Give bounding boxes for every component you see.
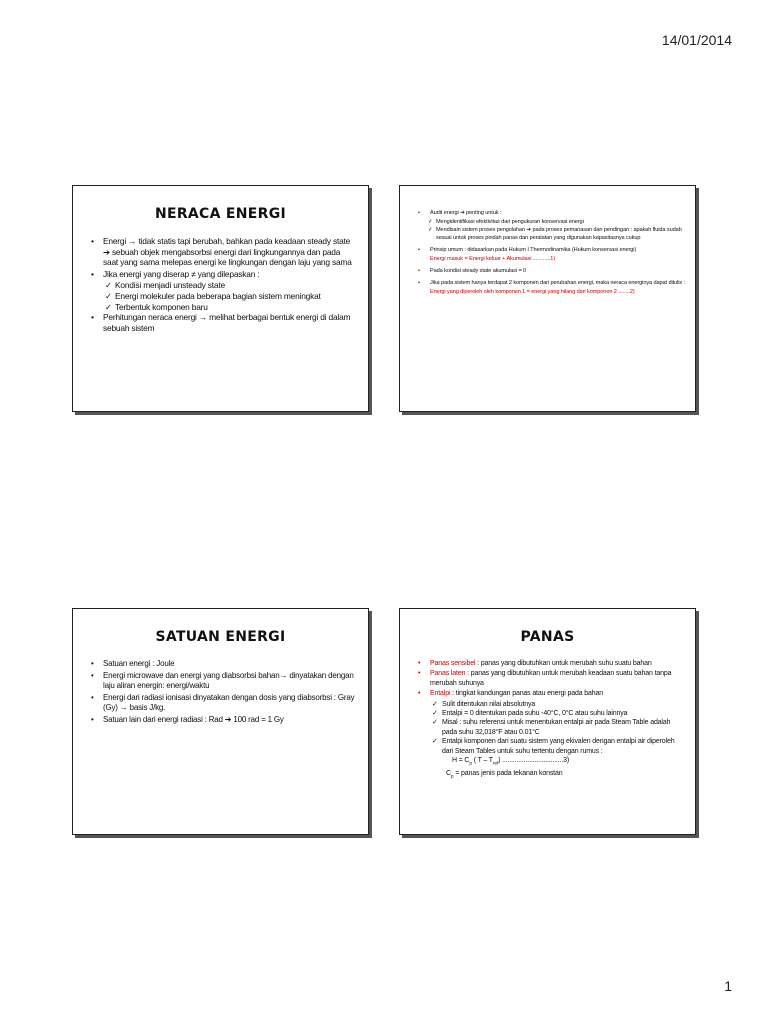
bullet-list	[73, 236, 368, 333]
check-item: ✓ Terbentuk komponen baru	[95, 302, 356, 313]
list-item: • Jika energi yang diserap ≠ yang dilepaskan :	[91, 269, 356, 280]
list-item: • Satuan lain dari energi radiasi : Rad ➔ 100 rad = 1 Gy	[91, 715, 356, 726]
list-item	[418, 669, 685, 688]
slide-panas	[399, 608, 696, 835]
check-item: ✓ Energi molekuler pada beberapa bagian sistem meningkat	[95, 291, 356, 302]
check-item: ✓ Entalpi = 0 ditentukan pada suhu -40°C, 0°C atau suhu lainnya	[422, 709, 685, 718]
list-item: • Pada kondisi steady state akumulasi = 0	[418, 267, 685, 275]
check-item: ✓ Entalpi komponen dari suatu sistem yang ekivalen dengan entalpi air diperoleh dari Steam Tables untuk suhu tertentu dengan rumus :	[422, 737, 685, 756]
formula-line	[418, 756, 685, 769]
formula-part: ) ..................................3)	[498, 757, 570, 765]
check-item: ✓ Kondisi menjadi unsteady state	[95, 280, 356, 291]
slide-audit-energi	[399, 185, 696, 412]
term-definition: : panas yang dibutuhkan untuk merubah suhu suatu bahan	[475, 660, 652, 667]
check-item: ✓ Mendisain sistem proses pengolahan ➔ pada proses pemanasan dan pendingan : apakah fluida sudah sesuai untuk proses pindah panas dan peralatan yang digunakan kapasitasnya cukup	[422, 226, 685, 242]
term-label: Panas sensibel	[430, 660, 476, 667]
equation-line: Energi yang diperoleh oleh komponen 1 = energi yang hilang dari komponen 2 ........2)	[430, 289, 635, 295]
formula-subscript: ref	[492, 761, 499, 767]
list-item: • Energi → tidak statis tapi berubah, bahkan pada keadaan steady state ➔ sebuah objek mengabsorbsi energi dari lingkungannya dan pada saat yang sama melepas energi ke lingkungan dengan laju yang sama	[91, 236, 356, 268]
list-item: • Perhitungan neraca energi → melihat berbagai bentuk energi di dalam sebuah sistem	[91, 312, 356, 333]
page-number: 1	[724, 978, 732, 994]
formula-part: H = C	[452, 757, 470, 765]
formula-subscript: p	[469, 761, 472, 767]
list-item: • Satuan energi : Joule	[91, 659, 356, 670]
header-date: 14/01/2014	[661, 32, 732, 48]
term-definition: : panas yang dibutuhkan untuk merubah keadaan suatu bahan tanpa merubah suhunya	[430, 670, 672, 687]
formula-part: C	[446, 769, 451, 777]
term-definition: : tingkat kandungan panas atau energi pada bahan	[450, 690, 603, 698]
check-item: ✓ Sulit ditentukan nilai absolutnya	[422, 700, 685, 709]
slide-satuan-energi	[72, 608, 369, 835]
list-item	[418, 659, 685, 668]
formula-part: ( T – T	[471, 757, 493, 765]
term-label: Entalpi	[430, 690, 451, 698]
slide-title: SATUAN ENERGI	[155, 629, 286, 645]
check-item: ✓ Mengidentifikasi efektivitas dari pengukuran konservasi energi	[422, 218, 685, 226]
slide-title: PANAS	[520, 629, 575, 645]
list-item: • Energi dari radiasi ionisasi dinyatakan dengan dosis yang diabsorbsi : Gray (Gy) → basis J/kg.	[91, 693, 356, 714]
term-label: Panas laten	[430, 670, 466, 678]
list-item: • Audit energi ➔ penting untuk :	[418, 209, 685, 217]
check-item: ✓ Misal : suhu referensi untuk menentukan entalpi air pada Steam Table adalah pada suhu 32,018°F atau 0.01°C	[422, 718, 685, 737]
slide-neraca-energi	[72, 185, 369, 412]
formula-part: = panas jenis pada tekanan konstan	[453, 769, 563, 777]
bullet-list	[400, 659, 695, 782]
equation-line: Energi masuk = Energi keluar + Akumulasi ............1)	[430, 256, 556, 262]
slide-title: NERACA ENERGI	[154, 206, 287, 222]
list-item: • Prinsip umum : didasarkan pada Hukum I Thermodinamika (Hukum konservasi energi)	[418, 246, 685, 254]
bullet-list	[400, 186, 695, 296]
list-item: • Energi microwave dan energi yang diabsorbsi bahan→ dinyatakan dengan laju aliran energin: energi/waktu	[91, 671, 356, 692]
bullet-list	[73, 659, 368, 726]
list-item: • Jika pada sistem hanya terdapat 2 komponen dari perubahan energi, maka neraca energinya dapat ditulis :	[418, 279, 685, 287]
list-item	[418, 689, 685, 698]
definition-line	[418, 769, 685, 782]
formula-subscript: p	[450, 774, 454, 780]
